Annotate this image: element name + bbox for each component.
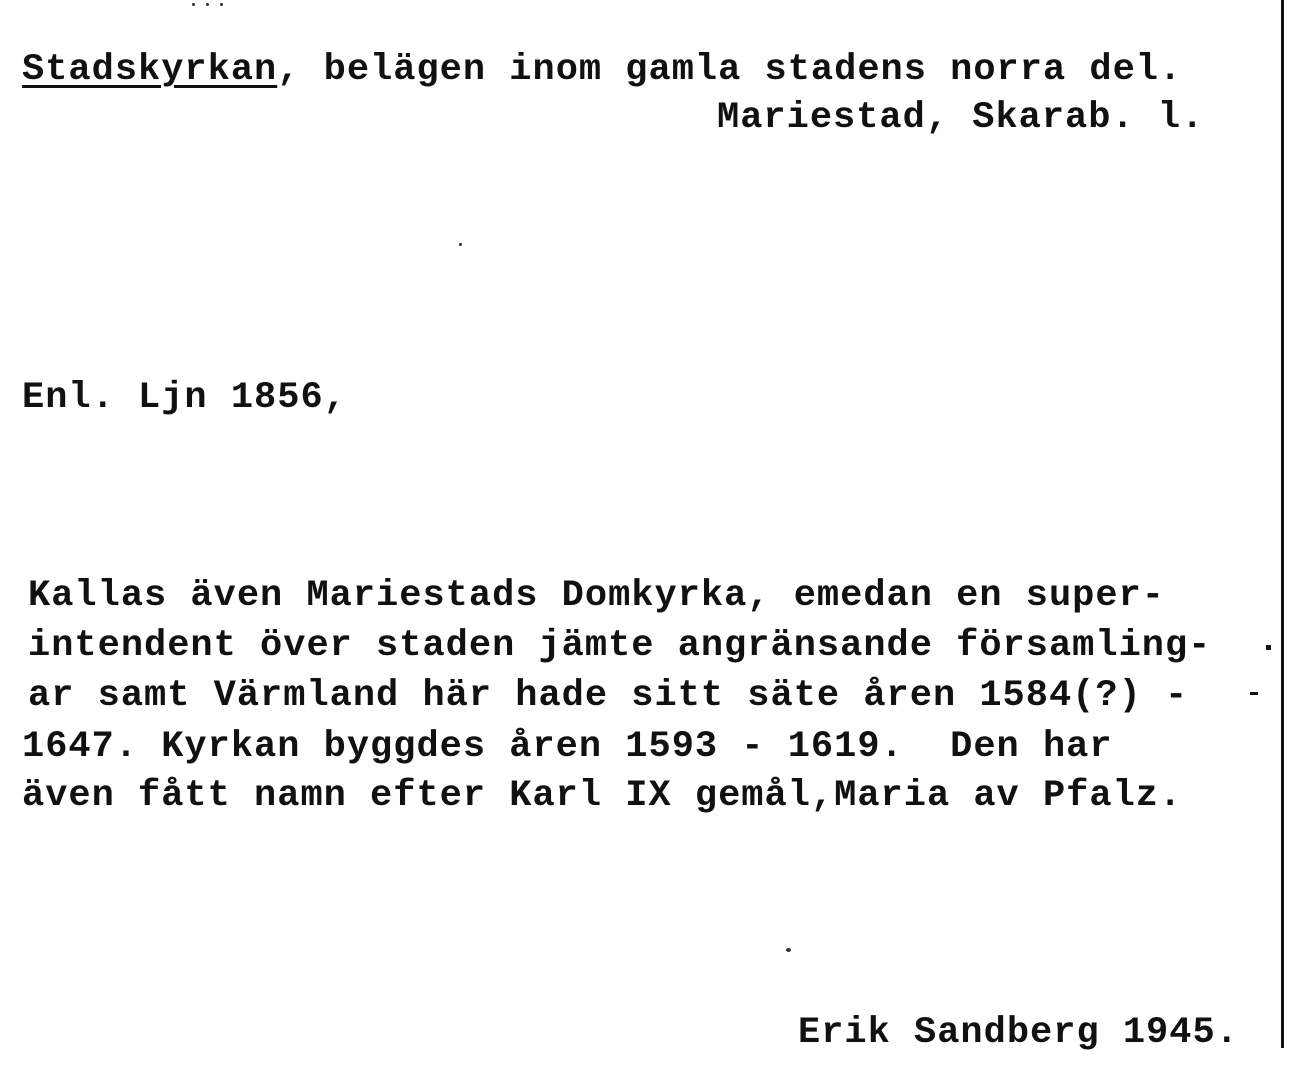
scan-speck: [786, 948, 791, 952]
card-edge-line: [1281, 0, 1284, 1048]
scan-speck: [220, 3, 223, 6]
body-line: 1647. Kyrkan byggdes åren 1593 - 1619. Den har: [22, 726, 1113, 768]
body-line: intendent över staden jämte angränsande församling-: [28, 625, 1212, 667]
heading-line: [22, 49, 1183, 91]
body-line: ar samt Värmland här hade sitt säte åren 1584(?) -: [28, 675, 1189, 717]
heading-rest: , belägen inom gamla stadens norra del.: [277, 49, 1183, 91]
edge-mark: [1266, 645, 1271, 650]
source-reference: Enl. Ljn 1856,: [22, 377, 347, 419]
scan-speck: [192, 3, 195, 6]
scan-speck: [459, 243, 462, 246]
scan-speck: [206, 3, 209, 6]
body-line: Kallas även Mariestads Domkyrka, emedan en super-: [28, 575, 1165, 617]
signature: Erik Sandberg 1945.: [798, 1012, 1239, 1054]
edge-mark: [1250, 692, 1258, 695]
body-line: även fått namn efter Karl IX gemål,Maria av Pfalz.: [22, 775, 1183, 817]
heading-subject: Stadskyrkan: [22, 49, 278, 91]
heading-location: Mariestad, Skarab. l.: [717, 97, 1205, 139]
